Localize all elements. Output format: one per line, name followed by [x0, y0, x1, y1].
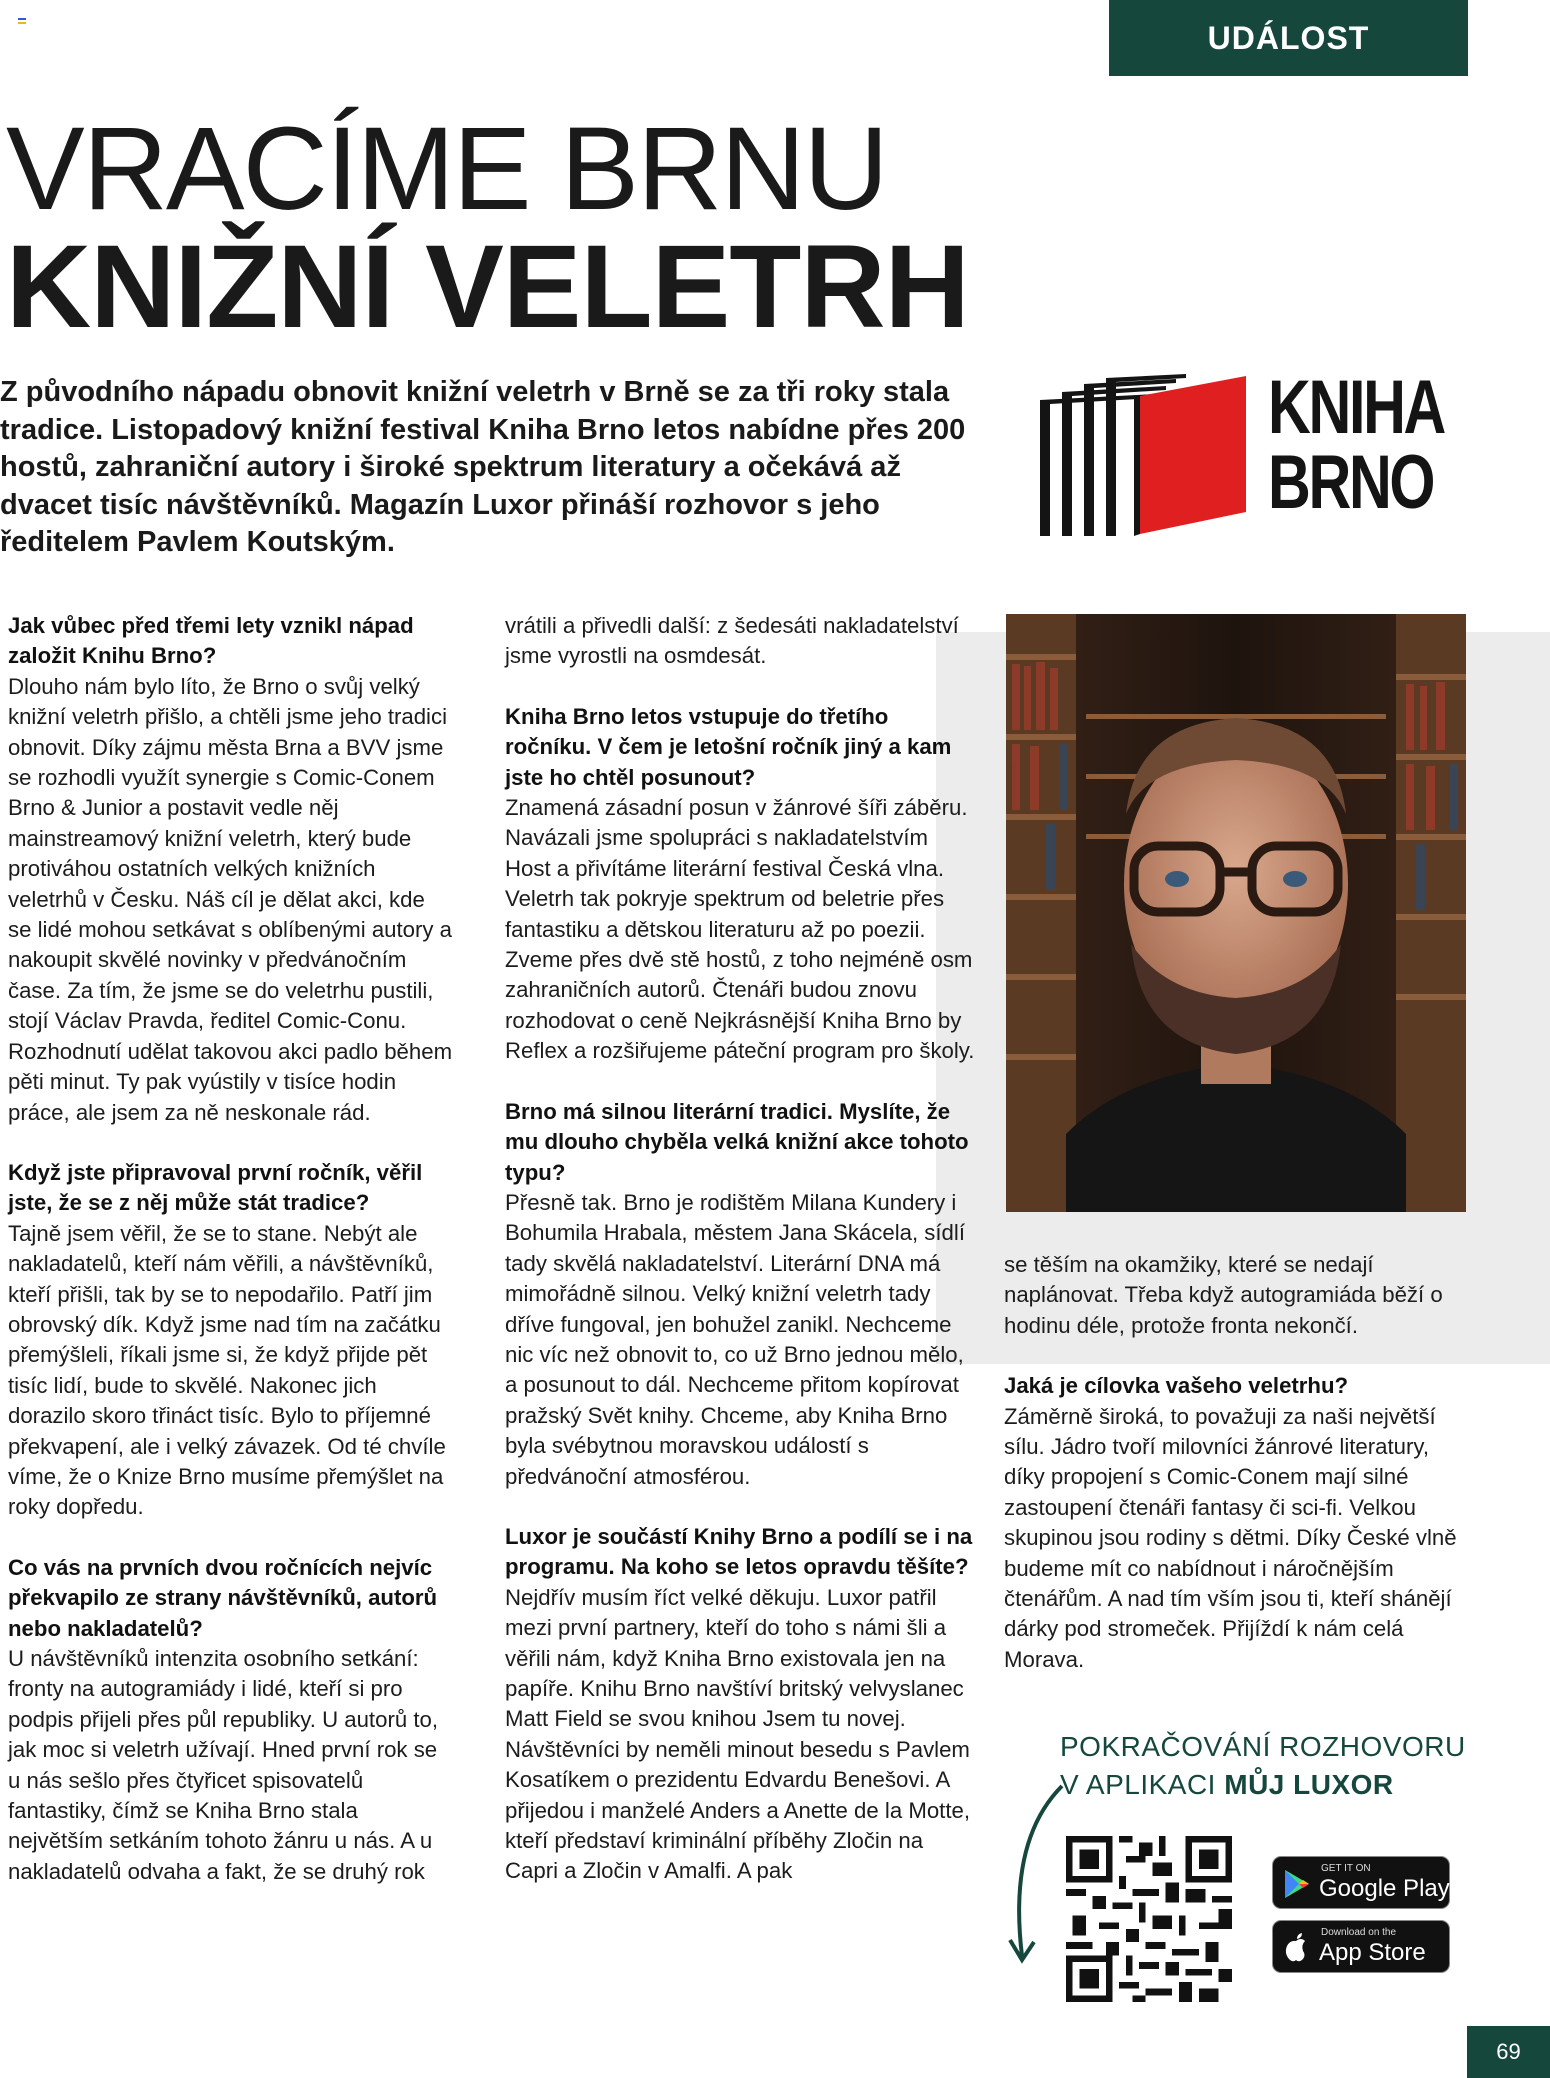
answer-6: Nejdřív musím říct velké děkuju. Luxor patřil mezi první partnery, kteří do toho s námi šli a věřili nám, když Kniha Brno existovala jen na papíře. Knihu Brno navštíví britský velvyslanec Matt Field se svou knihou Jsem tu novej. Návštěvníci by neměli minout besedu s Pavlem Kosatíkem o prezidentu Edvardu Benešovi. A přijedou i manželé Anders a Anette de la Motte, kteří představí kriminální příběhy Zločin na Capri a Zločin v Amalfi. A pak: [505, 1584, 970, 1884]
google-play-small-text: GET IT ON: [1321, 1863, 1371, 1874]
app-promo-title: [1060, 1728, 1466, 1804]
red-book: [1140, 376, 1246, 534]
column-1: [8, 611, 453, 1887]
answer-4: Znamená zásadní posun v žánrové šíři záběru. Navázali jsme spolupráci s nakladatelstvím Host a přivítáme literární festival Česká vlna. Veletrh tak pokryje spektrum od beletrie přes fantastiku a dětskou literaturu až po poezii. Zveme přes dvě stě hostů, z toho nejméně osm zahraničních autorů. Čtenáři budou znovu rozhodovat o ceně Nejkrásnější Kniha Brno by Reflex a rozšiřujeme páteční program pro školy.: [505, 795, 975, 1064]
portrait-photo: [1006, 614, 1466, 1212]
question-1: Jak vůbec před třemi lety vznikl nápad založit Knihu Brno?: [8, 613, 414, 669]
answer-6-continued: se těším na okamžiky, které se nedají naplánovat. Třeba když autogramiáda běží o hodinu déle, protože fronta nekončí.: [1004, 1252, 1443, 1338]
question-5: Brno má silnou literární tradici. Myslíte, že mu dlouho chyběla velká knižní akce tohoto typu?: [505, 1098, 969, 1185]
headline-line-2: KNIŽNÍ VELETRH: [6, 221, 969, 353]
google-play-label: Google Play: [1319, 1875, 1450, 1902]
wordmark-line-1: KNIHA: [1268, 365, 1445, 450]
app-store-badge[interactable]: [1272, 1920, 1450, 1973]
google-play-badge[interactable]: [1272, 1856, 1450, 1909]
answer-7: Záměrně široká, to považuji za naši největší sílu. Jádro tvoří milovníci žánrové literatury, díky propojení s Comic-Conem mají silné zastoupení čtenáři fantasy či sci-fi. Velkou skupinou jsou rodiny s dětmi. Díky České vlně budeme mít co nabídnout i náročnějším čtenářům. A nad tím vším jsou ti, kteří shánějí dárky pod stromeček. Přijíždí k nám celá Morava.: [1004, 1403, 1457, 1672]
qr-code[interactable]: [1066, 1836, 1232, 2002]
column-2: [505, 611, 975, 1887]
promo-line-2: [1060, 1766, 1466, 1804]
page-number: 69: [1467, 2026, 1550, 2078]
promo-line-1: POKRAČOVÁNÍ ROZHOVORU: [1060, 1731, 1466, 1762]
promo-app-name: MŮJ LUXOR: [1224, 1769, 1394, 1800]
question-4: Kniha Brno letos vstupuje do třetího ročníku. V čem je letošní ročník jiný a kam jste ho chtěl posunout?: [505, 703, 952, 790]
wordmark-line-2: BRNO: [1268, 440, 1434, 525]
promo-line-2-prefix: V APLIKACI: [1060, 1769, 1225, 1800]
answer-3-continued: vrátili a přivedli další: z šedesáti nakladatelství jsme vyrostli na osmdesát.: [505, 613, 959, 669]
section-tag: UDÁLOST: [1109, 0, 1468, 76]
answer-1: Dlouho nám bylo líto, že Brno o svůj velký knižní veletrh přišlo, a chtěli jsme jeho tradici obnovit. Díky zájmu města Brna a BVV jsme se rozhodli využít synergie s Comic-Conem Brno & Junior a postavit vedle něj mainstreamový knižní veletrh, který bude protiváhou ostatních velkých knižních veletrhů v Česku. Náš cíl je dělat akci, kde se lidé mohou setkávat s oblíbenými autory a nakoupit skvělé novinky v předvánočním čase. Za tím, že jsme se do veletrhu pustili, stojí Václav Pravda, ředitel Comic-Conu. Rozhodnutí udělat takovou akci padlo během pěti minut. Ty pak vyústily v tisíce hodin práce, ale jsem za ně neskonale rád.: [8, 673, 453, 1125]
answer-3: U návštěvníků intenzita osobního setkání: fronty na autogramiády i lidé, kteří si pro podpis přijeli přes půl republiky. U autorů to, jak moc si veletrh užívají. Hned první rok se u nás sešlo přes čtyřicet spisovatelů fantastiky, čímž se Kniha Brno stala největším setkáním tohoto žánru u nás. A u nakladatelů odvaha a fakt, že se druhý rok: [8, 1646, 439, 1884]
kniha-brno-wordmark: [1268, 365, 1445, 525]
question-7: Jaká je cílovka vašeho veletrhu?: [1004, 1373, 1349, 1399]
question-3: Co vás na prvních dvou ročnících nejvíc překvapilo ze strany návštěvníků, autorů nebo nakladatelů?: [8, 1554, 438, 1641]
google-play-icon: [1283, 1869, 1311, 1899]
app-store-small-text: Download on the: [1321, 1927, 1397, 1938]
corner-color-mark: [18, 18, 26, 26]
answer-2: Tajně jsem věřil, že se to stane. Nebýt ale nakladatelů, kteří nám věřili, a návštěvníků, kteří přišli, tak by se to nepodařilo. Patří jim obrovský dík. Když jsme nad tím na začátku přemýšleli, říkali jsme si, že když přijde pět tisíc lidí, bude to skvělé. Nakonec jich dorazilo skoro třináct tisíc. Bylo to příjemné překvapení, ale i velký závazek. Od té chvíle víme, že o Knize Brno musíme přemýšlet na roky dopředu.: [8, 1220, 446, 1520]
headline-line-1: VRACÍME BRNU: [6, 103, 887, 235]
app-store-label: App Store: [1319, 1939, 1426, 1966]
lead-paragraph: Z původního nápadu obnovit knižní veletrh v Brně se za tři roky stala tradice. Listopadový knižní festival Kniha Brno letos nabídne přes 200 hostů, zahraniční autory i široké spektrum literatury a očekává až dvacet tisíc návštěvníků. Magazín Luxor přináší rozhovor s jeho ředitelem Pavlem Koutským.: [0, 376, 966, 558]
column-3: [1004, 1250, 1474, 1675]
question-2: Když jste připravoval první ročník, věřil jste, že se z něj může stát tradice?: [8, 1159, 423, 1216]
apple-icon: [1283, 1933, 1309, 1963]
answer-5: Přesně tak. Brno je rodištěm Milana Kundery i Bohumila Hrabala, městem Jana Skácela, sídlí tady skvělá nakladatelství. Literární DNA má mimořádně silnou. Velký knižní veletrh tady dříve fungoval, jen bohužel zanikl. Nechceme nic víc než obnovit to, co už Brno jednou mělo, a posunout to dál. Nechceme přitom kopírovat pražský Svět knihy. Chceme, aby Kniha Brno byla svébytnou moravskou událostí s předvánoční atmosférou.: [505, 1189, 965, 1489]
down-arrow-icon: [1000, 1780, 1070, 1970]
question-6: Luxor je součástí Knihy Brno a podílí se i na programu. Na koho se letos opravdu těšíte?: [505, 1523, 973, 1580]
